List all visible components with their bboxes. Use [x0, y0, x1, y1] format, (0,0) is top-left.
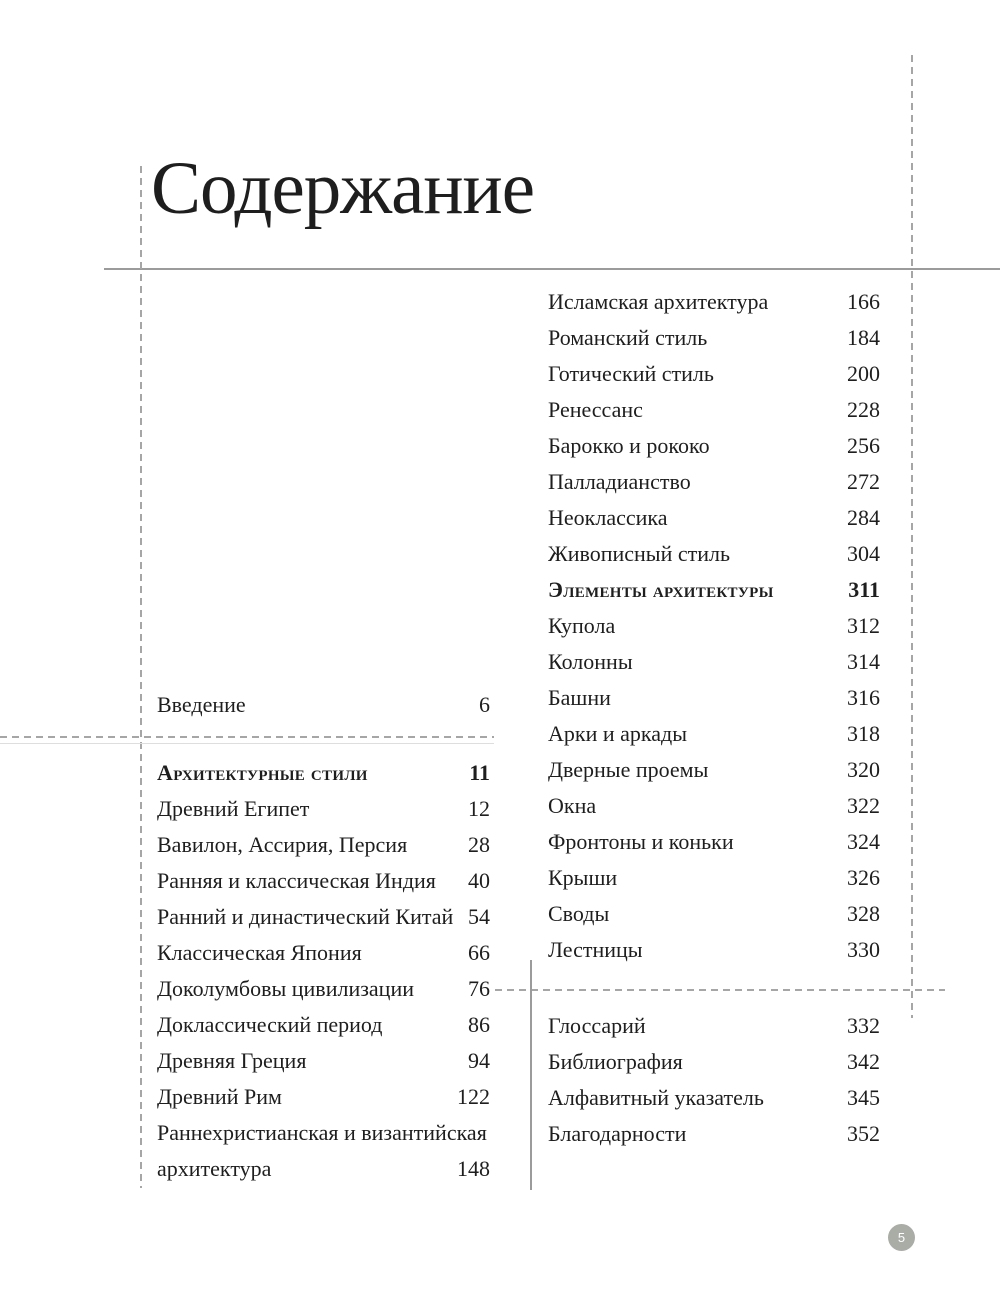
toc-entry-label: Фронтоны и коньки: [548, 829, 734, 854]
toc-entry-label: архитектура: [157, 1156, 272, 1181]
toc-entry: [548, 536, 880, 572]
toc-entry: [157, 863, 490, 899]
toc-entry: [157, 899, 490, 935]
toc-entry: [157, 1043, 490, 1079]
toc-entry-page: 94: [468, 1048, 490, 1073]
guide-dashed-horizontal-right: [495, 989, 945, 991]
toc-entry-label: Библиография: [548, 1049, 683, 1074]
toc-entry: [548, 1044, 880, 1080]
toc-entry-page: 28: [468, 832, 490, 857]
toc-entry-label: Благодарности: [548, 1121, 687, 1146]
toc-entry: [548, 788, 880, 824]
toc-entry-page: 352: [847, 1121, 880, 1146]
toc-entry-label: Арки и аркады: [548, 721, 687, 746]
toc-entry: [157, 1115, 490, 1151]
guide-dashed-vertical-right: [911, 55, 913, 1018]
toc-entry: [548, 464, 880, 500]
toc-entry-page: 12: [468, 796, 490, 821]
toc-entry-page: 166: [847, 289, 880, 314]
toc-entry-page: 318: [847, 721, 880, 746]
toc-entry-label: Доклассический период: [157, 1012, 383, 1037]
toc-entry-label: Барокко и рококо: [548, 433, 710, 458]
toc-entry-label: Ренессанс: [548, 397, 643, 422]
toc-entry-label: Дверные проемы: [548, 757, 709, 782]
toc-entry-label: Купола: [548, 613, 616, 638]
toc-entry: [157, 1151, 490, 1187]
toc-entry: [548, 500, 880, 536]
toc-entry: [157, 1007, 490, 1043]
toc-right-end: [548, 1008, 880, 1152]
toc-entry-page: 11: [469, 760, 490, 785]
toc-entry-label: Древняя Греция: [157, 1048, 307, 1073]
toc-entry-page: 284: [847, 505, 880, 530]
toc-entry-label: Введение: [157, 692, 246, 717]
toc-entry-label: Древний Египет: [157, 796, 310, 821]
toc-entry-page: 304: [847, 541, 880, 566]
column-divider-rule: [530, 960, 532, 1190]
toc-entry: [548, 392, 880, 428]
toc-entry-label: Лестницы: [548, 937, 643, 962]
toc-entry: [157, 827, 490, 863]
toc-entry-page: 324: [847, 829, 880, 854]
toc-left-main: [157, 755, 490, 1187]
toc-entry-label: Доколумбовы цивилизации: [157, 976, 414, 1001]
faint-rule-under-intro: [0, 743, 494, 744]
toc-entry-label: Палладианство: [548, 469, 691, 494]
toc-entry-page: 228: [847, 397, 880, 422]
toc-entry-page: 66: [468, 940, 490, 965]
toc-entry-page: 328: [847, 901, 880, 926]
toc-entry-label: Ранняя и классическая Индия: [157, 868, 436, 893]
toc-entry: [548, 572, 880, 608]
toc-entry-page: 272: [847, 469, 880, 494]
toc-entry: [548, 608, 880, 644]
toc-entry-page: 200: [847, 361, 880, 386]
horizontal-rule-top: [104, 268, 1000, 270]
toc-entry-page: 256: [847, 433, 880, 458]
toc-entry: [548, 716, 880, 752]
toc-entry-label: Окна: [548, 793, 597, 818]
toc-entry-label: Раннехристианская и византийская: [157, 1120, 487, 1145]
toc-entry: [548, 896, 880, 932]
toc-entry-label: Колонны: [548, 649, 633, 674]
toc-entry: [548, 1116, 880, 1152]
toc-entry-page: 86: [468, 1012, 490, 1037]
toc-entry: [157, 791, 490, 827]
toc-entry: [548, 752, 880, 788]
toc-entry-label: Глоссарий: [548, 1013, 646, 1038]
toc-entry-page: 345: [847, 1085, 880, 1110]
toc-entry: [548, 320, 880, 356]
toc-entry-page: 332: [847, 1013, 880, 1038]
toc-entry-page: 312: [847, 613, 880, 638]
toc-entry: [548, 860, 880, 896]
toc-entry: [157, 935, 490, 971]
page-number-badge: 5: [888, 1224, 915, 1251]
toc-entry-page: 40: [468, 868, 490, 893]
toc-entry-label: Древний Рим: [157, 1084, 282, 1109]
toc-entry-page: 322: [847, 793, 880, 818]
toc-entry-page: 54: [468, 904, 490, 929]
toc-entry-label: Алфавитный указатель: [548, 1085, 764, 1110]
guide-dashed-vertical-left: [140, 166, 142, 1188]
toc-entry-label: Классическая Япония: [157, 940, 362, 965]
toc-entry-label: Архитектурные стили: [157, 760, 368, 785]
toc-entry-label: Крыши: [548, 865, 618, 890]
toc-entry-label: Башни: [548, 685, 611, 710]
toc-entry-label: Ранний и династический Китай: [157, 904, 454, 929]
toc-entry-label: Вавилон, Ассирия, Персия: [157, 832, 408, 857]
toc-entry: [157, 755, 490, 791]
toc-left-intro: [157, 687, 490, 723]
toc-entry: [548, 284, 880, 320]
toc-entry-page: 311: [848, 577, 880, 602]
toc-entry: [548, 428, 880, 464]
guide-dashed-horizontal-left: [0, 736, 494, 738]
toc-entry: [548, 1080, 880, 1116]
toc-entry: [548, 932, 880, 968]
toc-entry-page: 316: [847, 685, 880, 710]
toc-entry-label: Неоклассика: [548, 505, 668, 530]
toc-entry-page: 184: [847, 325, 880, 350]
toc-entry: [157, 687, 490, 723]
toc-entry-label: Готический стиль: [548, 361, 714, 386]
toc-entry: [157, 1079, 490, 1115]
toc-entry-label: Живописный стиль: [548, 541, 731, 566]
toc-entry-page: 148: [457, 1156, 490, 1181]
toc-entry-page: 342: [847, 1049, 880, 1074]
toc-entry-label: Романский стиль: [548, 325, 708, 350]
toc-entry-page: 76: [468, 976, 490, 1001]
toc-entry-page: 326: [847, 865, 880, 890]
toc-entry: [548, 680, 880, 716]
page-title: Содержание: [151, 147, 534, 230]
toc-entry: [548, 356, 880, 392]
toc-entry-page: 6: [479, 692, 490, 717]
toc-entry-page: 314: [847, 649, 880, 674]
toc-entry: [548, 644, 880, 680]
toc-entry-label: Элементы архитектуры: [548, 577, 774, 602]
toc-entry-page: 320: [847, 757, 880, 782]
toc-entry: [157, 971, 490, 1007]
toc-entry: [548, 1008, 880, 1044]
toc-right-main: [548, 284, 880, 968]
toc-entry-page: 122: [457, 1084, 490, 1109]
toc-entry-label: Своды: [548, 901, 610, 926]
toc-entry-label: Исламская архитектура: [548, 289, 769, 314]
toc-entry-page: 330: [847, 937, 880, 962]
toc-entry: [548, 824, 880, 860]
